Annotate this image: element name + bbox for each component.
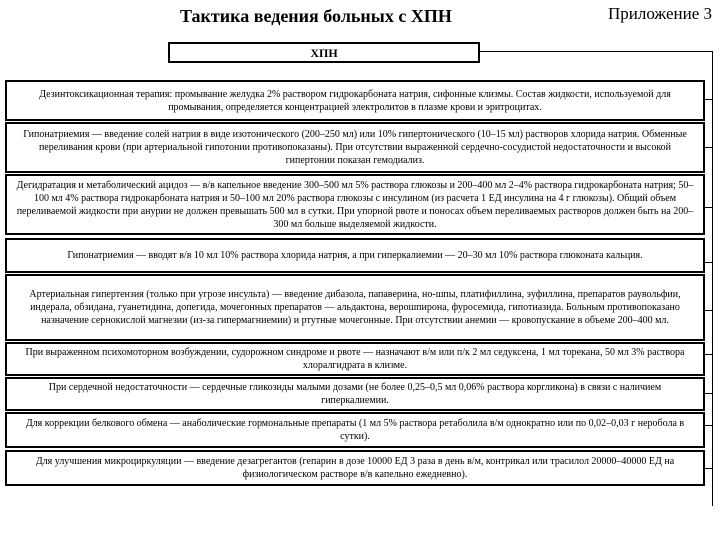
treatment-box-microcirculation: Для улучшения микроциркуляции — введение дезагрегантов (гепарин в дозе 10000 ЕД 3 раза в день в/м, контрикал или трасилол 20000–40000 ЕД на физиологическом растворе в/в капельно ежедневно). [5, 450, 705, 486]
treatment-box-protein: Для коррекции белкового обмена — анаболические гормональные препараты (1 мл 5% раствора ретаболила в/м однократно или по 0,02–0,03 г неробола в сутки). [5, 412, 705, 448]
page-title: Тактика ведения больных с ХПН [180, 6, 452, 26]
connector-tick [705, 207, 713, 208]
connector-tick [705, 393, 713, 394]
root-node-box: ХПН [168, 42, 480, 63]
treatment-box-agitation: При выраженном психомоторном возбуждении, судорожном синдроме и рвоте — назначают в/м или п/к 2 мл седуксена, 1 мл торекана, 50 мл 3% раствора хлоралгидрата в клизме. [5, 342, 705, 376]
treatment-box-hyponatremia: Гипонатриемия — введение солей натрия в виде изотонического (200–250 мл) или 10% гипертонического (10–15 мл) растворов хлорида натрия. Обменные переливания крови (при артериальной гипотонии противопоказаны). При отсутствии выраженной сердечно-сосудистой недостаточности и высокой гипертонии показан гемодиализ. [5, 122, 705, 173]
connector-tick [705, 354, 713, 355]
treatment-box-hypertension: Артериальная гипертензия (только при угрозе инсульта) — введение дибазола, папаверина, но-шпы, платифиллина, эуфиллина, препаратов раувольфии, индерала, обзидана, гуанетидина, допегида, мочегонных препаратов — альдактона, верошпирона, фуросемида, гипотиазида. Больным противопоказано назначение сернокислой магнезии (из-за гипермагниемии) и ртутные мочегонные. При отсутствии анемии — кровопускание в объеме 200–400 мл. [5, 274, 705, 341]
treatment-box-dehydration: Дегидратация и метаболический ацидоз — в/в капельное введение 300–500 мл 5% раствора глюкозы и 200–400 мл 2–4% раствора гидрокарбоната натрия; 50–100 мл 4% раствора гидрокарбоната натрия и 50–100 мл 20% раствора глюкозы с инсулином (из расчета 1 ЕД инсулина на 4 г глюкозы). Общий объем переливаемой жидкости при анурии не должен превышать 500 мл в сутки. При упорной рвоте и поносах объем переливаемых растворов должен быть на 200–300 мл больше выделяемой жидкости. [5, 174, 705, 235]
connector-root [480, 51, 713, 52]
appendix-label: Приложение 3 [608, 4, 712, 23]
connector-tick [705, 262, 713, 263]
connector-tick [705, 468, 713, 469]
connector-vertical [712, 51, 713, 506]
connector-tick [705, 147, 713, 148]
treatment-box-detox: Дезинтоксикационная терапия: промывание желудка 2% раствором гидрокарбоната натрия, сифонные клизмы. Состав жидкости, используемой для промывания, определяется концентрацией электролитов в плазме крови и эритроцитах. [5, 80, 705, 121]
treatment-box-heart-failure: При сердечной недостаточности — сердечные гликозиды малыми дозами (не более 0,25–0,5 мл 0,06% раствора коргликона) в связи с наличием гиперкалиемии. [5, 377, 705, 411]
connector-tick [705, 425, 713, 426]
treatment-box-hyponatremia-2: Гипонатриемия — вводят в/в 10 мл 10% раствора хлорида натрия, а при гиперкалиемии — 20–30 мл 10% раствора глюконата кальция. [5, 238, 705, 273]
connector-tick [705, 99, 713, 100]
connector-tick [705, 310, 713, 311]
